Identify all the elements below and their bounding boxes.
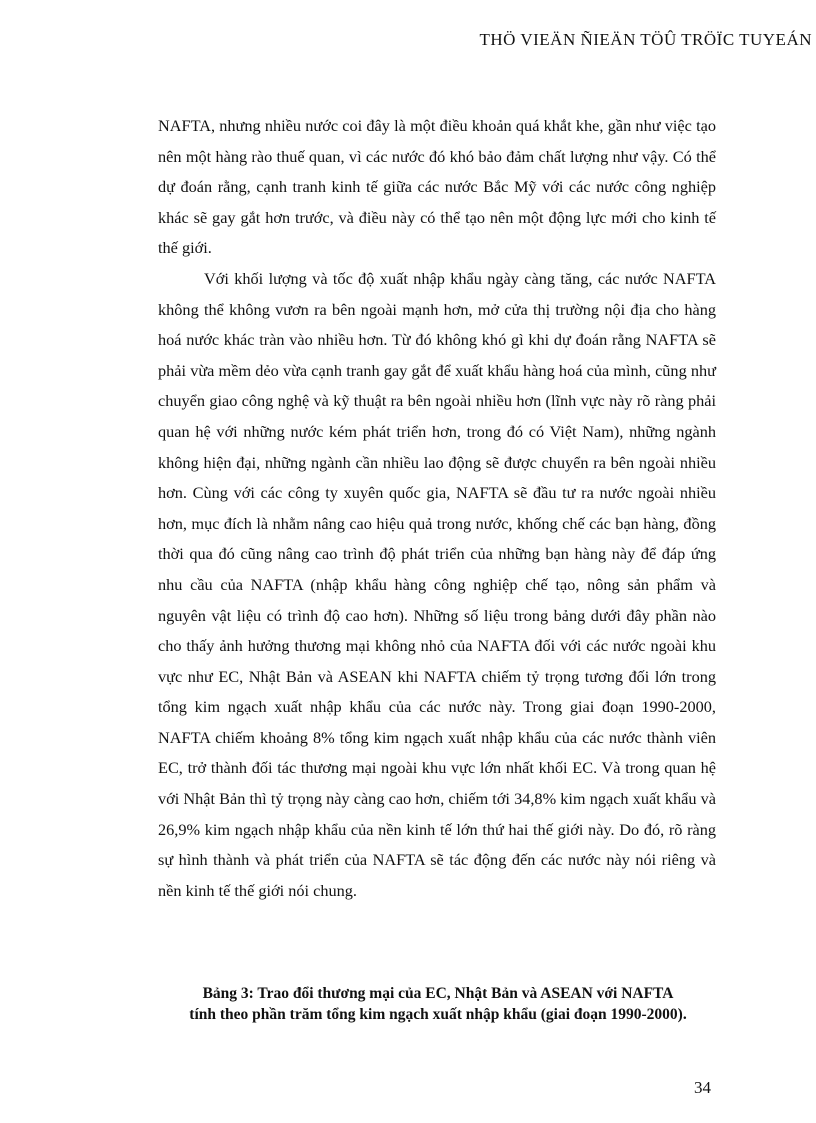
- table-caption-line-1: Bảng 3: Trao đổi thương mại của EC, Nhật Bản và ASEAN với NAFTA: [202, 985, 674, 1002]
- page-number: 34: [694, 1078, 711, 1097]
- table-caption-line-2: tính theo phần trăm tổng kim ngạch xuất nhập khẩu (giai đoạn 1990-2000).: [189, 1006, 687, 1023]
- running-header: THÖ VIEÄN ÑIEÄN TÖÛ TRÖÏC TUYEÁN: [479, 30, 812, 49]
- body-text: [158, 111, 716, 906]
- paragraph-1: NAFTA, nhưng nhiều nước coi đây là một điều khoản quá khắt khe, gần như việc tạo nên một hàng rào thuế quan, vì các nước đó khó bảo đảm chất lượng như vậy. Có thể dự đoán rằng, cạnh tranh kinh tế giữa các nước Bắc Mỹ với các nước công nghiệp khác sẽ gay gắt hơn trước, và điều này có thể tạo nên một động lực mới cho kinh tế thế giới.: [158, 116, 716, 258]
- table-caption: [140, 983, 736, 1025]
- paragraph-2: Với khối lượng và tốc độ xuất nhập khẩu ngày càng tăng, các nước NAFTA không thể không vươn ra bên ngoài mạnh hơn, mở cửa thị trường nội địa cho hàng hoá nước khác tràn vào nhiều hơn. Từ đó không khó gì khi dự đoán rằng NAFTA sẽ phải vừa mềm dẻo vừa cạnh tranh gay gắt để xuất khẩu hàng hoá của mình, cũng như chuyển giao công nghệ và kỹ thuật ra bên ngoài nhiều hơn (lĩnh vực này rõ ràng phải quan hệ với những nước kém phát triển hơn, trong đó có Việt Nam), những ngành không hiện đại, những ngành cần nhiều lao động sẽ được chuyển ra bên ngoài nhiều hơn. Cùng với các công ty xuyên quốc gia, NAFTA sẽ đầu tư ra nước ngoài nhiều hơn, mục đích là nhằm nâng cao hiệu quả trong nước, khống chế các bạn hàng, đồng thời qua đó cũng nâng cao trình độ phát triển của những bạn hàng này để đáp ứng nhu cầu của NAFTA (nhập khẩu hàng công nghiệp chế tạo, nông sản phẩm và nguyên vật liệu có trình độ cao hơn). Những số liệu trong bảng dưới đây phần nào cho thấy ảnh hưởng thương mại không nhỏ của NAFTA đối với các nước ngoài khu vực như EC, Nhật Bản và ASEAN khi NAFTA chiếm tỷ trọng tương đối lớn trong tổng kim ngạch xuất nhập khẩu của các nước này. Trong giai đoạn 1990-2000, NAFTA chiếm khoảng 8% tổng kim ngạch xuất nhập khẩu của các nước thành viên EC, trở thành đối tác thương mại ngoài khu vực lớn nhất khối EC. Và trong quan hệ với Nhật Bản thì tỷ trọng này càng cao hơn, chiếm tới 34,8% kim ngạch xuất khẩu và 26,9% kim ngạch nhập khẩu của nền kinh tế lớn thứ hai thế giới này. Do đó, rõ ràng sự hình thành và phát triển của NAFTA sẽ tác động đến các nước này nói riêng và nền kinh tế thế giới nói chung.: [158, 268, 716, 900]
